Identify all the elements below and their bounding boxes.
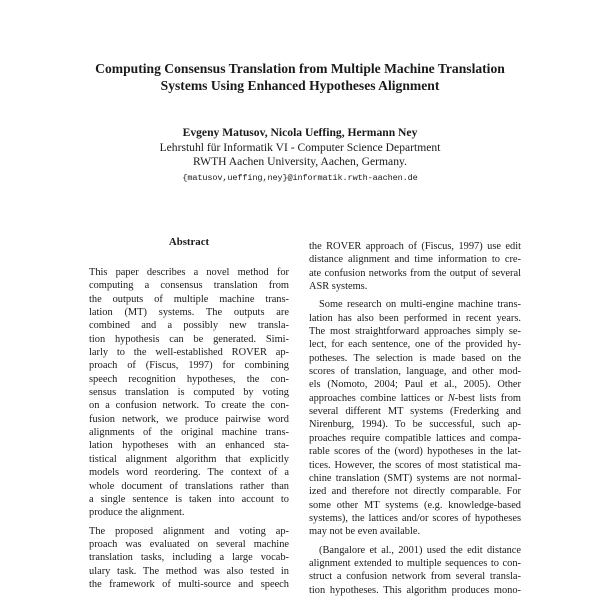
text-line: lect, for each sentence, one of the provided hy- [309,339,521,351]
text-line: the framework of multi-source and speech [89,578,289,590]
text-line: approaches combine lattices or N-best lists from [309,392,522,404]
title-line-2: Systems Using Enhanced Hypotheses Alignment [160,78,440,93]
text-line: speech recognition hypotheses, the con- [89,373,289,385]
text-line: larly to the well-established ROVER ap- [89,347,289,359]
text-line: tistical alignment algorithm that explicitly [89,453,289,465]
text-line: lation (MT) systems. The outputs are [89,307,289,319]
text-line: Nirenburg, 1994). To be successful, such ap- [309,419,521,431]
right-column [309,240,521,597]
abstract-paragraph-1 [89,266,289,520]
author-block [40,126,560,185]
text-line: distance alignment and time information to cre- [309,254,521,266]
text-line: computing a consensus translation from [89,280,289,292]
paper-title [40,60,560,94]
text-line: combined and a possibly new transla- [89,320,289,332]
text-line: potheses. The selection is made based on the [309,352,521,364]
body-paragraph-2 [309,298,521,538]
author-names: Evgeny Matusov, Nicola Ueffing, Hermann Ney [182,126,418,139]
author-email: {matusov,ueffing,ney}@informatik.rwth-aachen.de [182,172,418,183]
text-line: several different MT systems (Frederking and [309,406,521,418]
text-line: els (Nomoto, 2004; Paul et al., 2005). Other [309,379,521,391]
text-line: ate confusion networks from the output of several [309,267,521,279]
text-line: translation tasks, including a large vocab- [89,552,289,564]
text-line: a single sentence is taken into account to [89,493,289,505]
text-line: produce the alignment. [89,507,185,519]
text-line: (Bangalore et al., 2001) used the edit distance [319,544,521,556]
text-line: lation has also been performed in recent years. [309,312,521,324]
text-line: sensus translation is computed by voting [89,387,289,399]
text-line: lation hypotheses with an enhanced sta- [89,440,289,452]
abstract-heading: Abstract [168,236,210,248]
text-line: The most straightforward approaches simply se- [309,326,521,338]
body-paragraph-3 [309,544,521,597]
text-line: struct a confusion network from several transla- [309,571,521,583]
text-line: tices. However, the scores of most statistical ma- [309,459,521,471]
text-line: tion hypotheses. This algorithm produces mono- [309,584,521,596]
text-line: models word reordering. The context of a [89,467,289,479]
text-line: scores of translation, language, and other mod- [309,366,521,378]
text-line: proach of (Fiscus, 1997) for combining [89,360,289,372]
affiliation-line-2: RWTH Aachen University, Aachen, Germany. [193,155,407,168]
body-paragraph-1 [309,240,521,293]
text-line: alignments of the original machine trans- [89,427,289,439]
text-line: the ROVER approach of (Fiscus, 1997) use edit [309,241,521,252]
text-line: some other MT systems (e.g. knowledge-based [309,499,521,511]
text-line: systems), the lattices and/or scores of hypotheses [309,512,521,524]
text-line: chine translation (SMT) systems are not normal- [309,472,521,484]
affiliation-line-1: Lehrstuhl für Informatik VI - Computer Science Department [159,140,441,154]
abstract-paragraph-2 [89,525,289,592]
text-line: proaches require compatible lattices and compa- [309,432,521,444]
text-line: on a confusion network. To create the con- [89,400,289,412]
text-line: This paper describes a novel method for [89,267,289,278]
text-line: the outputs of multiple machine trans- [89,293,289,305]
text-line: ulary task. The method was also tested in [89,565,289,577]
left-column [89,236,289,591]
text-line: alignment extended to multiple sequences to con- [309,557,521,569]
text-line: Some research on multi-engine machine trans- [319,299,521,311]
text-line: ized and therefore not directly comparable. For [309,486,521,498]
text-line: The proposed alignment and voting ap- [89,525,289,537]
text-line: tion hypothesis can be generated. Simi- [89,333,289,345]
text-line: may not be even available. [309,526,421,538]
text-line: rable scores of the (word) hypotheses in the lat- [309,446,521,458]
text-line: proach was evaluated on several machine [89,538,289,550]
text-line: ASR systems. [309,281,368,293]
title-line-1: Computing Consensus Translation from Multiple Machine Translation [95,61,505,76]
text-line: fusion network, we produce pairwise word [89,413,289,425]
text-line: whole document of translations rather than [89,480,289,492]
